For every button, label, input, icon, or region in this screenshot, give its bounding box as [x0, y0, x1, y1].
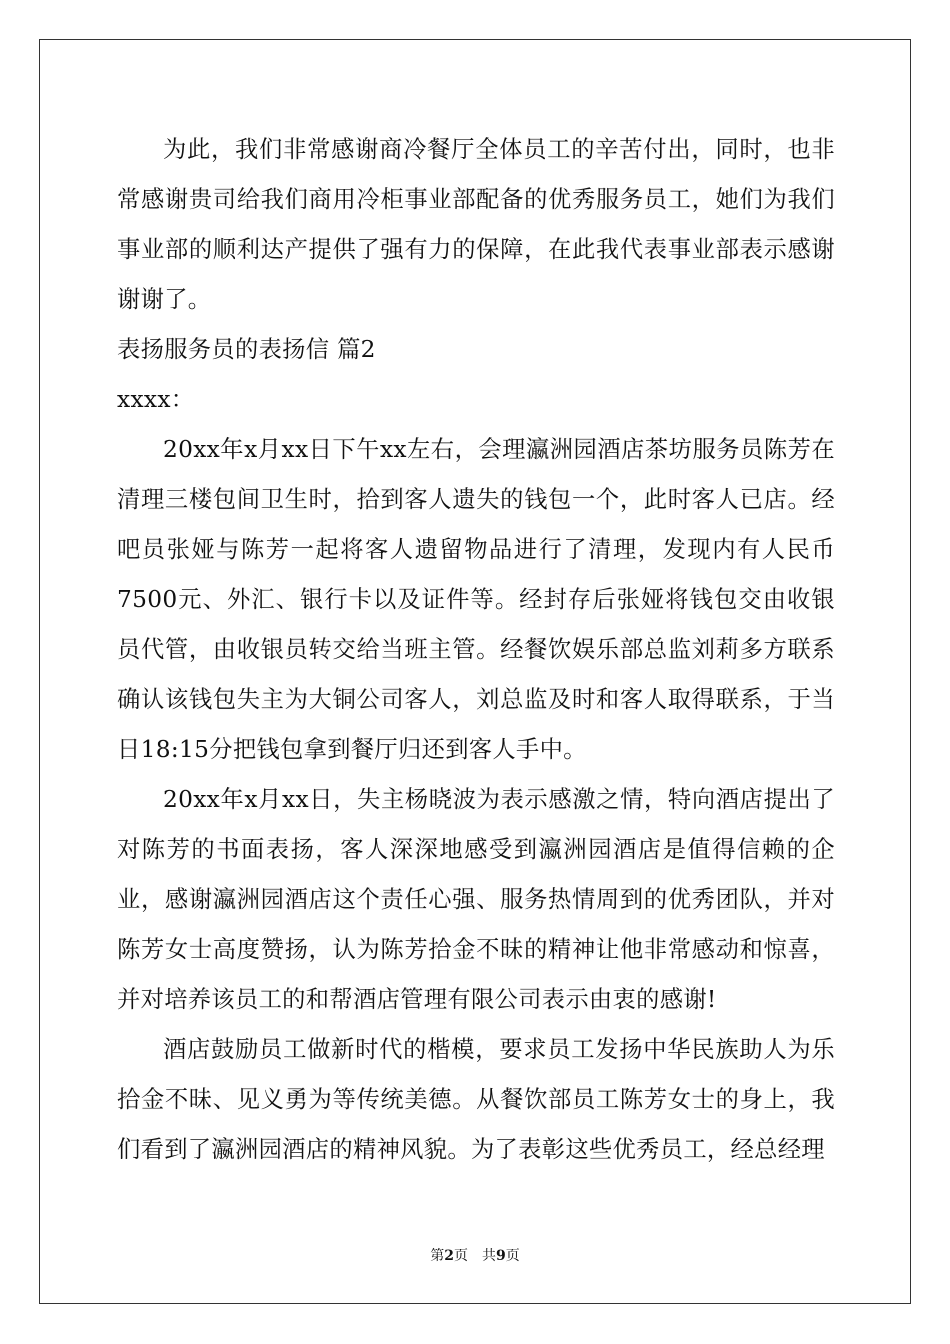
- page-mid: 页: [454, 1248, 468, 1264]
- section-heading: 表扬服务员的表扬信 篇2: [117, 336, 376, 363]
- document-body: [117, 125, 835, 1175]
- salutation: xxxx：: [117, 386, 195, 413]
- total-prefix: 共: [482, 1248, 496, 1264]
- paragraph: 20xx年x月xx日下午xx左右，会理瀛洲园酒店茶坊服务员陈芳在清理三楼包间卫生时，拾到客人遗失的钱包一个，此时客人已店。经吧员张娅与陈芳一起将客人遗留物品进行了清理，发现内有人民币7500元、外汇、银行卡以及证件等。经封存后张娅将钱包交由收银员代管，由收银员转交给当班主管。经餐饮娱乐部总监刘莉多方联系确认该钱包失主为大铜公司客人，刘总监及时和客人取得联系，于当日18:15分把钱包拿到餐厅归还到客人手中。: [117, 436, 835, 763]
- page-current: 2: [444, 1248, 454, 1264]
- paragraph: 为此，我们非常感谢商冷餐厅全体员工的辛苦付出，同时，也非常感谢贵司给我们商用冷柜事业部配备的优秀服务员工，她们为我们事业部的顺利达产提供了强有力的保障，在此我代表事业部表示感谢谢谢了。: [117, 136, 835, 313]
- page-prefix: 第: [430, 1248, 445, 1264]
- paragraph: 酒店鼓励员工做新时代的楷模，要求员工发扬中华民族助人为乐拾金不昧、见义勇为等传统美德。从餐饮部员工陈芳女士的身上，我们看到了瀛洲园酒店的精神风貌。为了表彰这些优秀员工，经总经理: [117, 1036, 835, 1163]
- page-footer: [0, 1245, 950, 1265]
- total-suffix: 页: [505, 1248, 520, 1264]
- page-total: 9: [496, 1248, 506, 1264]
- paragraph: 20xx年x月xx日，失主杨晓波为表示感激之情，特向酒店提出了对陈芳的书面表扬，客人深深地感受到瀛洲园酒店是值得信赖的企业，感谢瀛洲园酒店这个责任心强、服务热情周到的优秀团队，并对陈芳女士高度赞扬，认为陈芳拾金不昧的精神让他非常感动和惊喜，并对培养该员工的和帮酒店管理有限公司表示由衷的感谢!: [117, 786, 835, 1013]
